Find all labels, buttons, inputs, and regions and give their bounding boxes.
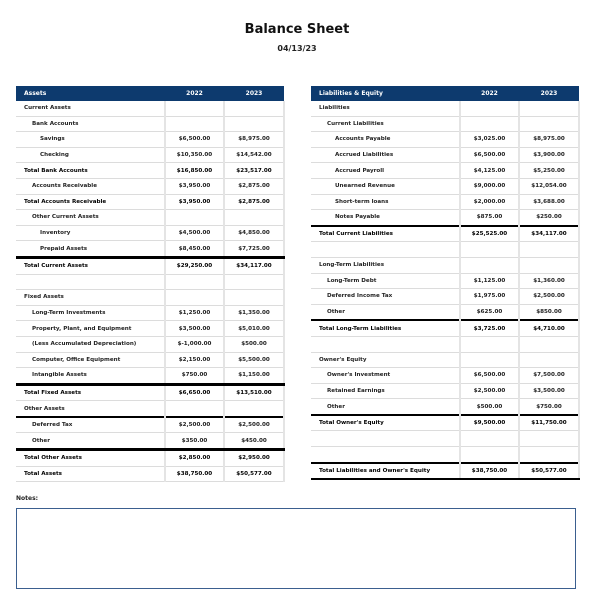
row-label: Total Owner's Equity [311,415,460,431]
cell-2022: $3,725.00 [460,320,519,336]
row-label: Accounts Payable [311,132,460,148]
row-label: Inventory [16,225,165,241]
cell-2023[interactable] [224,290,284,306]
total-row [311,226,579,242]
row-label: Savings [16,132,165,148]
table-row [311,163,579,179]
row-label: Long-Term Liabilities [311,257,460,273]
cell-2022[interactable] [165,116,224,132]
cell-2023: $4,710.00 [519,320,579,336]
liabilities-header-2022: 2022 [460,86,519,101]
cell-2022[interactable]: $6,500.00 [460,147,519,163]
cell-2023[interactable] [519,431,579,447]
page-title: Balance Sheet [244,22,350,37]
row-label: Property, Plant, and Equipment [16,321,165,337]
row-label: Owner's Equity [311,352,460,368]
assets-header-2022: 2022 [165,86,224,101]
row-label: Other Current Assets [16,210,165,226]
table-row [16,178,284,194]
table-row [311,194,579,210]
row-label: Accrued Liabilities [311,147,460,163]
total-row [16,450,284,467]
table-row [16,433,284,450]
cell-2022[interactable] [460,352,519,368]
cell-2022: $2,850.00 [165,450,224,467]
cell-2022: $29,250.00 [165,257,224,274]
cell-2023[interactable]: $3,688.00 [519,194,579,210]
row-label: Total Liabilities and Owner's Equity [311,463,460,480]
table-row [311,431,579,447]
cell-2023[interactable]: $3,900.00 [519,147,579,163]
cell-2022[interactable]: $3,500.00 [165,321,224,337]
cell-2023[interactable] [519,116,579,132]
row-label: Current Assets [16,101,165,116]
table-row [16,274,284,290]
table-row [311,178,579,194]
cell-2023[interactable]: $1,350.00 [224,305,284,321]
cell-2023[interactable]: $5,500.00 [224,352,284,368]
cell-2023[interactable] [519,242,579,258]
cell-2023: $34,117.00 [519,226,579,242]
cell-2022[interactable]: $6,500.00 [460,368,519,384]
table-row [311,368,579,384]
cell-2023[interactable] [519,257,579,273]
assets-header-row [16,86,284,101]
cell-2023: $13,510.00 [224,384,284,401]
notes-textarea[interactable] [16,508,576,589]
row-label: Notes Payable [311,210,460,226]
row-label: Total Accounts Receivable [16,194,165,210]
row-label [16,274,165,290]
cell-2022[interactable]: $750.00 [165,368,224,385]
total-row [16,194,284,210]
table-row [16,147,284,163]
table-row [311,352,579,368]
cell-2023[interactable] [224,274,284,290]
row-label: Other [16,433,165,450]
cell-2022[interactable] [460,447,519,463]
table-row [311,399,579,415]
row-label: Deferred Tax [16,417,165,433]
table-row [16,210,284,226]
cell-2023[interactable]: $8,975.00 [224,132,284,148]
cell-2022[interactable]: $1,250.00 [165,305,224,321]
cell-2023[interactable]: $850.00 [519,304,579,320]
table-row [311,336,579,352]
row-label: Checking [16,147,165,163]
notes-label: Notes: [16,495,39,502]
row-label: Total Other Assets [16,450,165,467]
cell-2022[interactable] [165,401,224,417]
cell-2022[interactable]: $500.00 [460,399,519,415]
cell-2022[interactable]: $875.00 [460,210,519,226]
cell-2022[interactable]: $2,000.00 [460,194,519,210]
cell-2023[interactable]: $1,150.00 [224,368,284,385]
table-row [311,304,579,320]
table-row [311,132,579,148]
cell-2022: $3,950.00 [165,194,224,210]
table-row [16,352,284,368]
cell-2022[interactable] [460,242,519,258]
table-row [16,101,284,116]
cell-2023[interactable]: $8,975.00 [519,132,579,148]
total-row [311,415,579,431]
cell-2022[interactable] [165,290,224,306]
row-label: Long-Term Investments [16,305,165,321]
liabilities-header-label: Liabilities & Equity [311,86,460,101]
row-label: Liabilities [311,101,460,116]
liabilities-header-2023: 2023 [519,86,579,101]
cell-2022[interactable]: $4,125.00 [460,163,519,179]
cell-2023: $2,950.00 [224,450,284,467]
table-row [311,447,579,463]
cell-2023[interactable] [519,101,579,116]
row-label: Other Assets [16,401,165,417]
table-row [16,321,284,337]
table-row [311,257,579,273]
row-label: Other [311,304,460,320]
cell-2022: $38,750.00 [460,463,519,480]
cell-2023[interactable]: $2,500.00 [519,289,579,305]
cell-2023[interactable]: $7,725.00 [224,241,284,258]
cell-2023[interactable]: $5,250.00 [519,163,579,179]
row-label: Computer, Office Equipment [16,352,165,368]
row-label: (Less Accumulated Depreciation) [16,336,165,352]
row-label [311,242,460,258]
assets-header-2023: 2023 [224,86,284,101]
cell-2022[interactable]: $3,025.00 [460,132,519,148]
row-label: Deferred Income Tax [311,289,460,305]
cell-2023[interactable]: $2,875.00 [224,178,284,194]
cell-2023[interactable]: $450.00 [224,433,284,450]
cell-2022[interactable] [460,257,519,273]
table-row [16,417,284,433]
cell-2023[interactable]: $4,850.00 [224,225,284,241]
row-label: Total Assets [16,466,165,482]
cell-2022: $25,525.00 [460,226,519,242]
row-label: Current Liabilities [311,116,460,132]
cell-2023[interactable]: $12,054.00 [519,178,579,194]
row-label: Fixed Assets [16,290,165,306]
row-label: Intangible Assets [16,368,165,385]
cell-2022[interactable] [460,101,519,116]
cell-2022[interactable]: $10,350.00 [165,147,224,163]
cell-2023: $23,517.00 [224,163,284,179]
cell-2022[interactable]: $1,975.00 [460,289,519,305]
row-label: Other [311,399,460,415]
cell-2022[interactable]: $8,450.00 [165,241,224,258]
cell-2022[interactable]: $3,950.00 [165,178,224,194]
liabilities-header-row [311,86,579,101]
total-row [311,320,579,336]
row-label: Owner's Investment [311,368,460,384]
row-label: Short-term loans [311,194,460,210]
total-row [16,384,284,401]
cell-2022[interactable]: $-1,000.00 [165,336,224,352]
cell-2023[interactable]: $500.00 [224,336,284,352]
cell-2022[interactable] [165,101,224,116]
liabilities-equity-table [311,86,580,480]
row-label: Accounts Receivable [16,178,165,194]
cell-2022[interactable] [165,210,224,226]
grand-total-row [16,466,284,482]
cell-2022[interactable] [460,336,519,352]
cell-2023[interactable] [224,116,284,132]
cell-2022[interactable]: $9,000.00 [460,178,519,194]
row-label: Total Long-Term Liabilities [311,320,460,336]
table-row [16,116,284,132]
cell-2022: $16,850.00 [165,163,224,179]
cell-2022[interactable]: $2,500.00 [460,383,519,399]
cell-2023[interactable]: $1,360.00 [519,273,579,289]
cell-2023: $11,750.00 [519,415,579,431]
cell-2023: $34,117.00 [224,257,284,274]
table-row [16,401,284,417]
cell-2023[interactable] [519,336,579,352]
cell-2022[interactable]: $2,150.00 [165,352,224,368]
cell-2023[interactable] [519,447,579,463]
cell-2022: $6,650.00 [165,384,224,401]
table-row [311,210,579,226]
cell-2023[interactable]: $3,500.00 [519,383,579,399]
grand-total-row [311,463,579,480]
row-label: Long-Term Debt [311,273,460,289]
cell-2022[interactable]: $2,500.00 [165,417,224,433]
row-label: Total Bank Accounts [16,163,165,179]
cell-2022[interactable] [460,116,519,132]
row-label [311,336,460,352]
cell-2023[interactable] [224,210,284,226]
table-row [311,383,579,399]
table-row [16,305,284,321]
document-date: 04/13/23 [277,44,317,53]
cell-2022[interactable] [460,431,519,447]
cell-2022[interactable]: $625.00 [460,304,519,320]
assets-header-label: Assets [16,86,165,101]
cell-2023: $50,577.00 [519,463,579,480]
total-row [16,257,284,274]
table-row [311,289,579,305]
row-label: Bank Accounts [16,116,165,132]
cell-2023: $50,577.00 [224,466,284,482]
row-label: Total Fixed Assets [16,384,165,401]
cell-2022: $38,750.00 [165,466,224,482]
row-label: Retained Earnings [311,383,460,399]
table-row [16,132,284,148]
cell-2022[interactable] [165,274,224,290]
cell-2023[interactable] [519,352,579,368]
row-label: Accrued Payroll [311,163,460,179]
row-label: Total Current Assets [16,257,165,274]
table-row [311,273,579,289]
cell-2022[interactable]: $350.00 [165,433,224,450]
table-row [16,225,284,241]
table-row [16,368,284,385]
row-label [311,447,460,463]
cell-2023[interactable]: $14,542.00 [224,147,284,163]
cell-2022: $9,500.00 [460,415,519,431]
table-row [311,101,579,116]
cell-2023[interactable]: $7,500.00 [519,368,579,384]
cell-2023[interactable] [224,401,284,417]
table-row [311,116,579,132]
cell-2022[interactable]: $4,500.00 [165,225,224,241]
row-label: Total Current Liabilities [311,226,460,242]
cell-2023[interactable]: $2,500.00 [224,417,284,433]
table-row [16,336,284,352]
cell-2022[interactable]: $1,125.00 [460,273,519,289]
row-label: Prepaid Assets [16,241,165,258]
cell-2023: $2,875.00 [224,194,284,210]
table-row [311,147,579,163]
cell-2022[interactable]: $6,500.00 [165,132,224,148]
total-row [16,163,284,179]
row-label [311,431,460,447]
table-row [311,242,579,258]
assets-table [16,86,285,482]
table-row [16,290,284,306]
cell-2023[interactable]: $5,010.00 [224,321,284,337]
cell-2023[interactable] [224,101,284,116]
cell-2023[interactable]: $250.00 [519,210,579,226]
table-row [16,241,284,258]
cell-2023[interactable]: $750.00 [519,399,579,415]
row-label: Unearned Revenue [311,178,460,194]
